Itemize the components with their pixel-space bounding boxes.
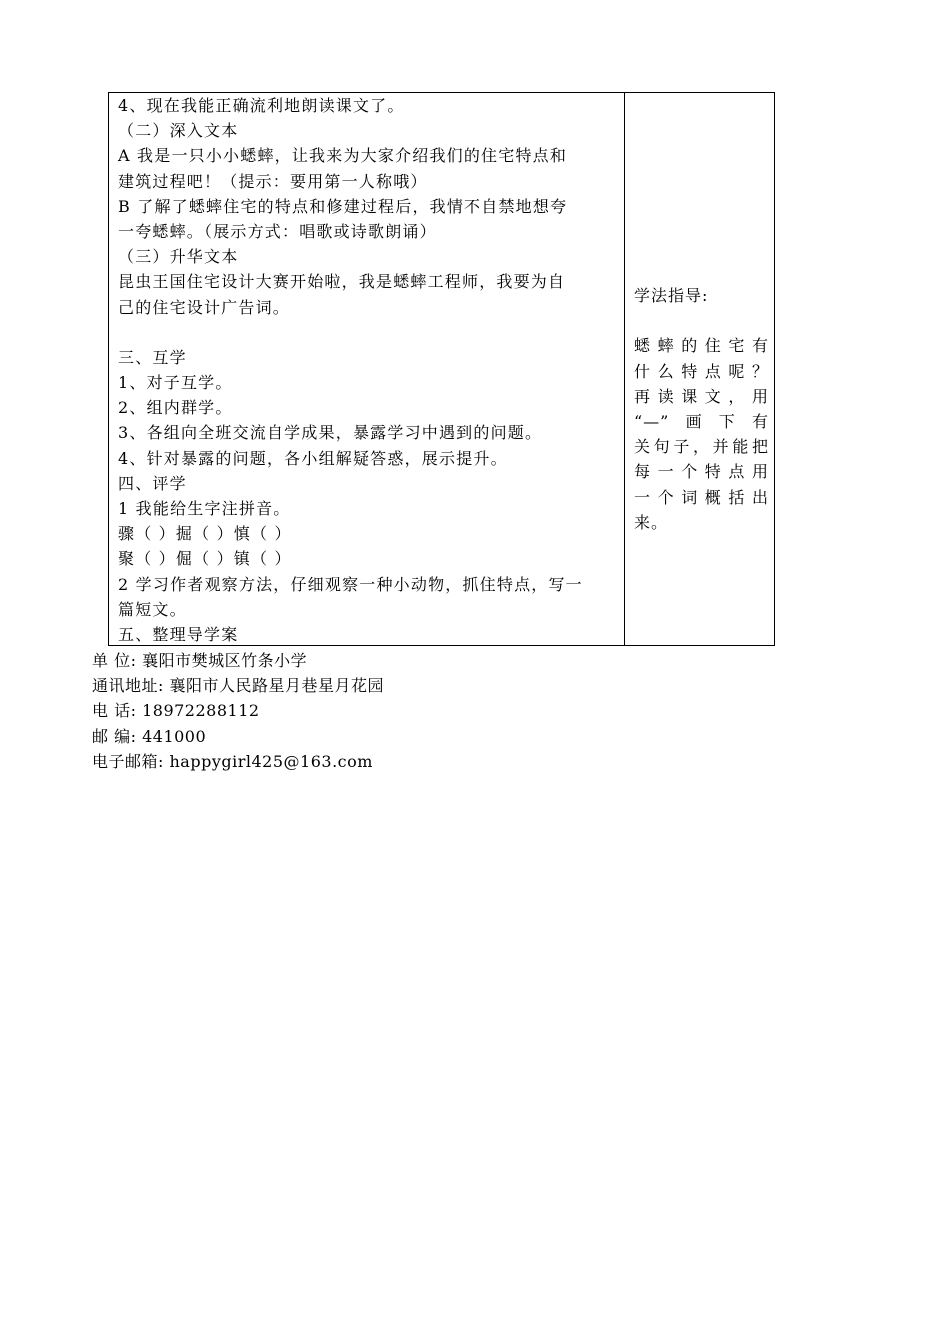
study-guide-cell xyxy=(634,283,769,535)
postcode-label: 邮 编: xyxy=(92,726,137,746)
text-line: 篇短文。 xyxy=(118,599,187,619)
phone-label: 电 话: xyxy=(92,701,137,721)
phone-value: 18972288112 xyxy=(142,701,260,721)
main-content-cell xyxy=(118,93,618,647)
unit-label: 单 位: xyxy=(92,651,137,670)
text-line: 4、针对暴露的问题，各小组解疑答惑，展示提升。 xyxy=(118,448,508,468)
postcode-value: 441000 xyxy=(142,726,207,746)
text-line: 建筑过程吧！（提示：要用第一人称哦） xyxy=(118,171,428,191)
author-contact-info xyxy=(92,648,792,774)
section-heading: 三、互学 xyxy=(118,347,187,367)
section-heading: 五、整理导学案 xyxy=(118,624,239,644)
address-label: 通讯地址: xyxy=(92,676,164,696)
text-line: 3、各组向全班交流自学成果，暴露学习中遇到的问题。 xyxy=(118,423,543,443)
phone-row xyxy=(92,698,792,723)
study-guide-line: 再读课文，用 xyxy=(634,386,769,406)
email-label: 电子邮箱: xyxy=(92,751,164,771)
section-heading: （三）升华文本 xyxy=(118,247,239,267)
section-heading: 四、评学 xyxy=(118,473,187,493)
text-line: 1 我能给生字注拼音。 xyxy=(118,499,291,518)
text-line: 昆虫王国住宅设计大赛开始啦，我是蟋蟀工程师，我要为自 xyxy=(118,272,566,292)
text-line: 2 学习作者观察方法，仔细观察一种小动物，抓住特点，写一 xyxy=(118,574,583,594)
study-guide-line: 一个词概括出 xyxy=(634,487,769,507)
study-guide-line: 关句子，并能把 xyxy=(634,437,769,457)
text-line: 一夸蟋蟀。（展示方式：唱歌或诗歌朗诵） xyxy=(118,221,437,241)
blank-line xyxy=(118,320,618,345)
text-line: 己的住宅设计广告词。 xyxy=(118,297,291,317)
study-guide-line: 来。 xyxy=(634,512,669,532)
pinyin-exercise-row: 骤（ ）掘（ ）慎（ ） xyxy=(118,524,292,544)
postcode-row xyxy=(92,724,792,749)
text-line: 4、现在我能正确流利地朗读课文了。 xyxy=(118,96,405,115)
study-guide-line: 每一个特点用 xyxy=(634,462,769,482)
section-heading: （二）深入文本 xyxy=(118,121,239,141)
unit-row xyxy=(92,648,792,673)
unit-value: 襄阳市樊城区竹条小学 xyxy=(142,651,308,670)
study-guide-title: 学法指导: xyxy=(634,286,709,305)
blank-line xyxy=(634,308,769,333)
email-value: happygirl425@163.com xyxy=(169,751,373,771)
address-row xyxy=(92,673,792,698)
study-guide-line: “—”画下有 xyxy=(634,411,769,431)
column-divider xyxy=(624,93,625,645)
pinyin-exercise-row: 聚（ ）倔（ ）镇（ ） xyxy=(118,549,292,569)
study-guide-line: 蟋蟀的住宅有 xyxy=(634,336,769,356)
lesson-plan-table xyxy=(108,92,775,646)
text-line: A 我是一只小小蟋蟀，让我来为大家介绍我们的住宅特点和 xyxy=(118,146,568,166)
email-row xyxy=(92,749,792,774)
text-line: 1、对子互学。 xyxy=(118,373,233,393)
text-line: B 了解了蟋蟀住宅的特点和修建过程后，我情不自禁地想夸 xyxy=(118,196,568,216)
text-line: 2、组内群学。 xyxy=(118,398,233,418)
study-guide-line: 什么特点呢？ xyxy=(634,361,769,381)
address-value: 襄阳市人民路星月巷星月花园 xyxy=(169,676,385,696)
